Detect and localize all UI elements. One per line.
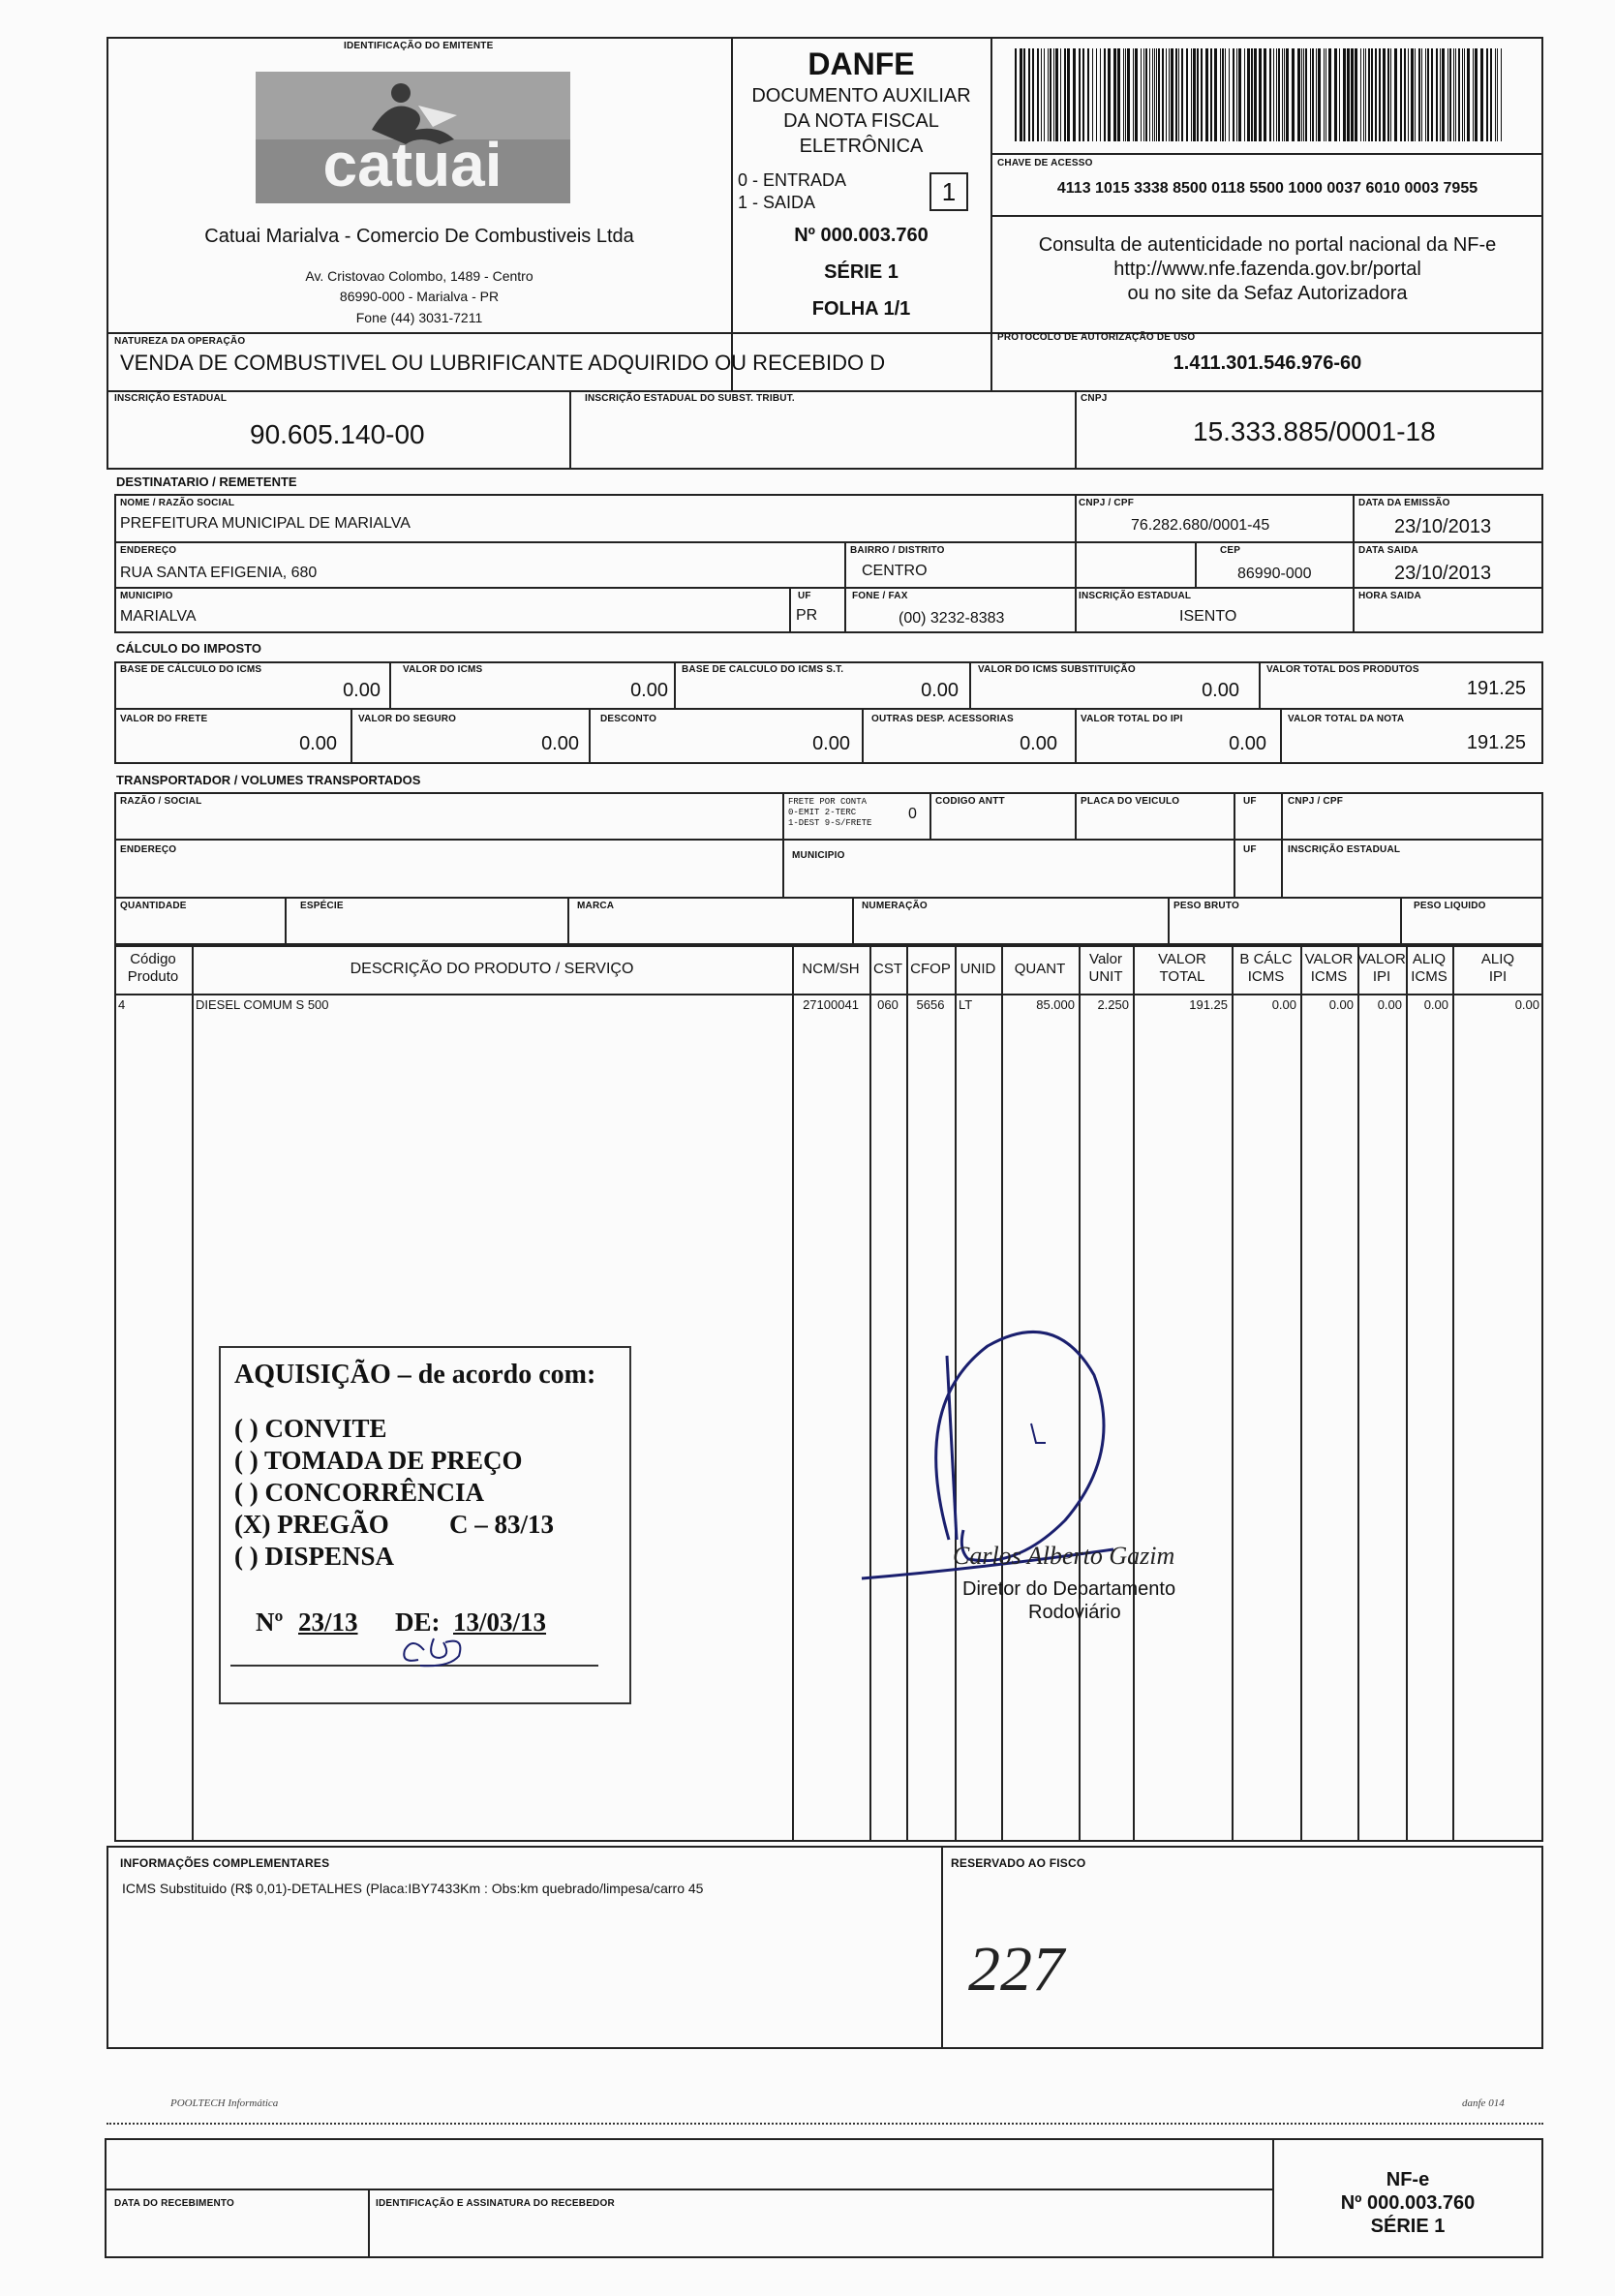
fisco-handwriting: 227 [968,1934,1064,2005]
imposto-outras-label: OUTRAS DESP. ACESSORIAS [871,714,1014,724]
stamp-numero-prefix: Nº [256,1607,284,1637]
dest-hora-label: HORA SAIDA [1358,591,1421,601]
barcode-bar [1100,48,1101,141]
transp-especie-label: ESPÉCIE [300,901,344,911]
produtos-header-cell: ALIQ ICMS [1411,951,1447,985]
imposto-vprod-value: 191.25 [1466,678,1526,699]
dest-fone-label: FONE / FAX [852,591,908,601]
transp-peso-bruto-label: PESO BRUTO [1173,901,1239,911]
aquisicao-stamp [219,1346,631,1704]
danfe-folha: FOLHA 1/1 [811,298,911,320]
barcode-bar [1310,48,1311,141]
barcode-bar [1087,48,1089,141]
barcode-bar [1082,48,1084,141]
barcode-bar [1404,48,1406,141]
danfe-tipo: 1 [941,177,957,206]
emitente-cep: 86990-000 - Marialva - PR [339,289,500,304]
barcode-bar [1044,48,1045,141]
danfe-title: DANFE [808,46,915,81]
barcode-bar [1458,48,1460,141]
barcode-bar [1225,48,1226,141]
barcode-bar [1113,48,1116,141]
barcode-bar [1442,48,1445,141]
chave-label: CHAVE DE ACESSO [997,158,1093,168]
emitente-endereco: Av. Cristovao Colombo, 1489 - Centro [305,268,533,284]
barcode-bar [1092,48,1093,141]
barcode-bar [1135,48,1138,141]
barcode-bar [1127,48,1130,141]
barcode-bar [1318,48,1321,141]
barcode-bar [1464,48,1465,141]
barcode-bar [1032,48,1034,141]
dest-uf-label: UF [798,591,811,601]
barcode-bar [1048,48,1049,141]
imposto-bcst-value: 0.00 [921,680,959,701]
barcode-bar [1050,48,1051,141]
produtos-header-cell: DESCRIÇÃO DO PRODUTO / SERVIÇO [350,961,634,977]
canhoto-serie: SÉRIE 1 [1370,2216,1446,2237]
stamp-numero: 23/13 [298,1607,358,1637]
produtos-cell: 85.000 [1036,997,1075,1012]
barcode-bar [1383,48,1386,141]
signature-cargo-1: Diretor do Departamento [962,1578,1176,1600]
barcode [1013,48,1532,141]
cut-line [107,2123,1543,2125]
produtos-cell: 4 [118,997,126,1012]
barcode-bar [1104,48,1106,141]
barcode-bar [1186,48,1188,141]
imposto-bc-icms-value: 0.00 [343,680,381,701]
dest-municipio-label: MUNICIPIO [120,591,173,601]
barcode-bar [1133,48,1134,141]
barcode-bar [1453,48,1454,141]
barcode-bar [1292,48,1295,141]
produtos-header-cell: Valor UNIT [1088,951,1123,985]
dest-emissao-value: 23/10/2013 [1394,516,1492,537]
barcode-bar [1339,48,1340,141]
stamp-initials [395,1631,472,1669]
natureza-value: VENDA DE COMBUSTIVEL OU LUBRIFICANTE ADQUIRIDO OU RECEBIDO D [120,351,886,375]
barcode-bar [1408,48,1409,141]
barcode-bar [1297,48,1300,141]
barcode-bar [1020,48,1022,141]
barcode-bar [1037,48,1039,141]
barcode-bar [1060,48,1061,141]
imposto-bc-icms-label: BASE DE CÁLCULO DO ICMS [120,664,262,675]
barcode-bar [1214,48,1217,141]
transp-endereco-label: ENDEREÇO [120,844,177,855]
barcode-bar [1324,48,1325,141]
barcode-bar [1171,48,1173,141]
column-divider [1406,945,1408,1842]
imposto-vst-value: 0.00 [1202,680,1239,701]
produtos-header-cell: UNID [960,961,996,977]
barcode-bar [1343,48,1346,141]
barcode-bar [1365,48,1366,141]
danfe-tipo-box [929,172,968,211]
barcode-bar [1229,48,1230,141]
barcode-bar [1355,48,1357,141]
produtos-cell: 5656 [916,997,945,1012]
produtos-cell: DIESEL COMUM S 500 [196,997,329,1012]
canhoto-numero: Nº 000.003.760 [1340,2192,1476,2214]
emitente-label: IDENTIFICAÇÃO DO EMITENTE [344,41,494,51]
barcode-bar [1418,48,1420,141]
produtos-cell: 0.00 [1514,997,1539,1012]
produtos-header-cell: CFOP [910,961,951,977]
danfe-subtitle-1: DOCUMENTO AUXILIAR [751,85,971,107]
barcode-bar [1169,48,1170,141]
barcode-bar [1178,48,1179,141]
stamp-dispensa: ( ) DISPENSA [234,1542,395,1571]
destinatario-section: DESTINATARIO / REMETENTE [116,475,297,489]
informacoes-label: INFORMAÇÕES COMPLEMENTARES [120,1856,330,1870]
dest-emissao-label: DATA DA EMISSÃO [1358,498,1450,508]
dest-uf-value: PR [796,607,818,624]
dest-ie-label: INSCRIÇÃO ESTADUAL [1079,591,1192,601]
barcode-bar [1368,48,1370,141]
dest-nome-value: PREFEITURA MUNICIPAL DE MARIALVA [120,515,411,532]
transp-uf2-label: UF [1243,844,1257,855]
signature-name: Carlos Alberto Gazim [953,1542,1175,1570]
stamp-title: AQUISIÇÃO – de acordo com: [234,1360,596,1390]
catuai-logo [256,72,570,203]
barcode-bar [1220,48,1221,141]
column-divider [1357,945,1359,1842]
produtos-cell: 2.250 [1097,997,1129,1012]
software-credit: POOLTECH Informática [170,2097,279,2109]
barcode-bar [1273,48,1274,141]
transp-frete-line-1: FRETE POR CONTA [788,797,868,807]
transp-frete-value: 0 [908,806,917,822]
column-divider [1300,945,1302,1842]
cnpj-label: CNPJ [1081,393,1108,404]
barcode-bar [1238,48,1241,141]
barcode-bar [1455,48,1456,141]
column-divider [792,945,794,1842]
produtos-header-cell: CST [873,961,902,977]
produtos-header-cell: VALOR ICMS [1304,951,1354,985]
stamp-data-prefix: DE: [395,1607,441,1637]
dest-endereco-value: RUA SANTA EFIGENIA, 680 [120,565,318,581]
barcode-bar [1475,48,1478,141]
imposto-bcst-label: BASE DE CALCULO DO ICMS S.T. [682,664,844,675]
ie-value: 90.605.140-00 [250,419,425,449]
consulta-line-1: Consulta de autenticidade no portal nacional da NF-e [1038,234,1497,256]
barcode-bar [1303,48,1304,141]
barcode-bar [1244,48,1245,141]
produtos-header-cell: B CÁLC ICMS [1239,951,1293,985]
barcode-bar [1269,48,1271,141]
barcode-bar [1305,48,1307,141]
produtos-header-cell: VALOR IPI [1357,951,1406,985]
stamp-data: 13/03/13 [453,1607,547,1637]
barcode-bar [1278,48,1280,141]
canhoto-nfe: NF-e [1386,2169,1430,2190]
barcode-bar [1334,48,1337,141]
imposto-vicms-value: 0.00 [630,680,668,701]
barcode-bar [1055,48,1058,141]
barcode-bar [1175,48,1177,141]
dest-cnpj-label: CNPJ / CPF [1079,498,1135,508]
danfe-serie: SÉRIE 1 [824,261,899,283]
barcode-bar [1166,48,1167,141]
dest-endereco-label: ENDEREÇO [120,545,177,556]
barcode-bar [1480,48,1483,141]
barcode-bar [1371,48,1373,141]
barcode-bar [1154,48,1155,141]
barcode-bar [1501,48,1502,141]
barcode-bar [1360,48,1361,141]
consulta-line-2: http://www.nfe.fazenda.gov.br/portal [1113,259,1421,280]
barcode-bar [1236,48,1237,141]
fisco-label: RESERVADO AO FISCO [951,1856,1086,1870]
protocolo-label: PROTOCOLO DE AUTORIZAÇÃO DE USO [997,332,1196,343]
barcode-bar [1251,48,1253,141]
barcode-bar [1425,48,1426,141]
danfe-entrada: 0 - ENTRADA [738,170,847,190]
dest-cnpj-value: 76.282.680/0001-45 [1131,517,1270,534]
barcode-bar [1158,48,1160,141]
danfe-version: danfe 014 [1462,2097,1505,2109]
imposto-vprod-label: VALOR TOTAL DOS PRODUTOS [1266,664,1419,675]
produtos-header-cell: VALOR TOTAL [1158,951,1206,985]
produtos-cell: 27100041 [803,997,859,1012]
transp-cnpj-label: CNPJ / CPF [1288,796,1344,807]
ie-st-label: INSCRIÇÃO ESTADUAL DO SUBST. TRIBUT. [585,393,795,404]
barcode-bar [1301,48,1302,141]
transp-razao-label: RAZÃO / SOCIAL [120,796,202,807]
barcode-bar [1447,48,1448,141]
barcode-bar [1486,48,1488,141]
dest-bairro-label: BAIRRO / DISTRITO [850,545,945,556]
produtos-cell: 191.25 [1189,997,1228,1012]
danfe-subtitle-3: ELETRÔNICA [799,136,924,157]
transp-placa-label: PLACA DO VEICULO [1081,796,1180,807]
canhoto-data-label: DATA DO RECEBIMENTO [114,2198,234,2209]
transp-antt-label: CODIGO ANTT [935,796,1005,807]
transp-uf-label: UF [1243,796,1257,807]
barcode-bar [1201,48,1203,141]
barcode-bar [1495,48,1496,141]
barcode-bar [1490,48,1492,141]
barcode-bar [1427,48,1429,141]
produtos-cell: LT [959,997,973,1012]
produtos-cell: 060 [877,997,899,1012]
barcode-bar [1193,48,1196,141]
imposto-seguro-label: VALOR DO SEGURO [358,714,457,724]
barcode-bar [1431,48,1433,141]
imposto-frete-label: VALOR DO FRETE [120,714,208,724]
produtos-cell: 0.00 [1271,997,1296,1012]
imposto-seguro-value: 0.00 [541,733,579,754]
informacoes-value: ICMS Substituido (R$ 0,01)-DETALHES (Placa:IBY7433Km : Obs:km quebrado/limpesa/carro 45 [122,1881,704,1896]
barcode-bar [1282,48,1283,141]
imposto-section: CÁLCULO DO IMPOSTO [116,641,261,656]
barcode-bar [1028,48,1030,141]
transp-frete-line-3: 1-DEST 9-S/FRETE [788,818,872,828]
barcode-bar [1421,48,1422,141]
cnpj-value: 15.333.885/0001-18 [1193,416,1436,446]
barcode-bar [1149,48,1150,141]
canhoto-assinatura-label: IDENTIFICAÇÃO E ASSINATURA DO RECEBEDOR [376,2198,615,2209]
barcode-bar [1145,48,1147,141]
transp-quantidade-label: QUANTIDADE [120,901,187,911]
barcode-bar [1351,48,1354,141]
barcode-bar [1073,48,1076,141]
emitente-razao: Catuai Marialva - Comercio De Combustiveis Ltda [204,226,634,247]
stamp-convite: ( ) CONVITE [234,1414,387,1443]
barcode-bar [1259,48,1262,141]
transp-peso-liquido-label: PESO LIQUIDO [1414,901,1486,911]
signature-cargo-2: Rodoviário [1028,1602,1121,1623]
chave-value: 4113 1015 3338 8500 0118 5500 1000 0037 6010 0003 7955 [1056,180,1478,197]
barcode-bar [1162,48,1164,141]
barcode-bar [1347,48,1350,141]
dest-saida-value: 23/10/2013 [1394,563,1492,584]
barcode-bar [1181,48,1183,141]
barcode-bar [1411,48,1414,141]
barcode-bar [1473,48,1474,141]
barcode-bar [1079,48,1081,141]
produtos-cell: 0.00 [1423,997,1448,1012]
barcode-bar [1286,48,1289,141]
barcode-bar [1233,48,1234,141]
produtos-cell: 0.00 [1377,997,1402,1012]
imposto-ipi-value: 0.00 [1229,733,1266,754]
produtos-header-cell: QUANT [1014,961,1066,977]
barcode-bar [1023,48,1025,141]
barcode-bar [1436,48,1438,141]
barcode-bar [1363,48,1364,141]
barcode-bar [1123,48,1124,141]
barcode-bar [1449,48,1451,141]
stamp-pregao: (X) PREGÃO [234,1510,389,1539]
barcode-bar [1197,48,1199,141]
produtos-header-cell: ALIQ IPI [1480,951,1515,985]
dest-ie-value: ISENTO [1179,608,1237,625]
dest-bairro-value: CENTRO [862,563,928,579]
barcode-bar [1264,48,1266,141]
barcode-bar [1387,48,1389,141]
dest-municipio-value: MARIALVA [120,608,197,625]
barcode-bar [1400,48,1402,141]
barcode-bar [1440,48,1441,141]
produtos-header-cell: Código Produto [127,951,179,985]
informacoes-frame [107,1846,1543,2049]
danfe-numero: Nº 000.003.760 [794,225,929,246]
produtos-cell: 0.00 [1328,997,1354,1012]
barcode-bar [1125,48,1126,141]
barcode-bar [1312,48,1314,141]
imposto-vnota-label: VALOR TOTAL DA NOTA [1288,714,1405,724]
barcode-bar [1067,48,1070,141]
column-divider [192,945,194,1842]
barcode-bar [1041,48,1042,141]
dest-fone-value: (00) 3232-8383 [899,610,1005,627]
barcode-bar [1222,48,1224,141]
barcode-bar [1254,48,1257,141]
barcode-bar [1316,48,1317,141]
imposto-desconto-value: 0.00 [812,733,850,754]
barcode-bar [1210,48,1212,141]
barcode-bar [1117,48,1120,141]
imposto-vnota-value: 191.25 [1466,732,1526,753]
imposto-vst-label: VALOR DO ICMS SUBSTITUIÇÃO [978,664,1136,675]
emitente-fone: Fone (44) 3031-7211 [355,310,483,325]
consulta-line-3: ou no site da Sefaz Autorizadora [1127,283,1408,304]
ie-label: INSCRIÇÃO ESTADUAL [114,393,228,404]
barcode-bar [1379,48,1381,141]
protocolo-value: 1.411.301.546.976-60 [1173,352,1362,374]
barcode-bar [1152,48,1153,141]
imposto-outras-value: 0.00 [1020,733,1057,754]
barcode-bar [1143,48,1144,141]
stamp-pregao-num: C – 83/13 [449,1510,554,1539]
barcode-bar [1247,48,1250,141]
stamp-tomada: ( ) TOMADA DE PREÇO [234,1446,523,1475]
dest-saida-label: DATA SAIDA [1358,545,1418,556]
danfe-subtitle-2: DA NOTA FISCAL [783,110,939,132]
barcode-bar [1015,48,1017,141]
imposto-desconto-label: DESCONTO [600,714,657,724]
dest-cep-value: 86990-000 [1237,566,1312,582]
barcode-bar [1053,48,1054,141]
barcode-bar [1375,48,1377,141]
barcode-bar [1415,48,1416,141]
imposto-vicms-label: VALOR DO ICMS [403,664,483,675]
transp-marca-label: MARCA [577,901,615,911]
logo-text: catuai [322,130,503,199]
column-divider [1452,945,1454,1842]
imposto-frete-value: 0.00 [299,733,337,754]
barcode-bar [1276,48,1277,141]
barcode-bar [1284,48,1285,141]
dest-cep-label: CEP [1220,545,1241,556]
transp-municipio-label: MUNICIPIO [792,850,845,861]
transp-frete-line-2: 0-EMIT 2-TERC [788,808,857,817]
stamp-concorrencia: ( ) CONCORRÊNCIA [234,1478,484,1507]
barcode-bar [1328,48,1331,141]
barcode-bar [1141,48,1142,141]
natureza-label: NATUREZA DA OPERAÇÃO [114,336,246,347]
barcode-bar [1462,48,1463,141]
barcode-bar [1205,48,1208,141]
barcode-bar [1390,48,1391,141]
barcode-bar [1191,48,1192,141]
dest-nome-label: NOME / RAZÃO SOCIAL [120,498,235,508]
barcode-bar [1156,48,1157,141]
barcode-bar [1096,48,1097,141]
transportador-section: TRANSPORTADOR / VOLUMES TRANSPORTADOS [116,773,421,787]
barcode-bar [1394,48,1397,141]
danfe-saida: 1 - SAIDA [738,193,816,212]
produtos-header-cell: NCM/SH [802,961,860,977]
barcode-bar [1108,48,1111,141]
transp-ie-label: INSCRIÇÃO ESTADUAL [1288,844,1401,855]
imposto-ipi-label: VALOR TOTAL DO IPI [1081,714,1183,724]
barcode-bar [1064,48,1066,141]
transp-numeracao-label: NUMERAÇÃO [862,901,928,911]
barcode-bar [1467,48,1470,141]
barcode-bar [1497,48,1498,141]
